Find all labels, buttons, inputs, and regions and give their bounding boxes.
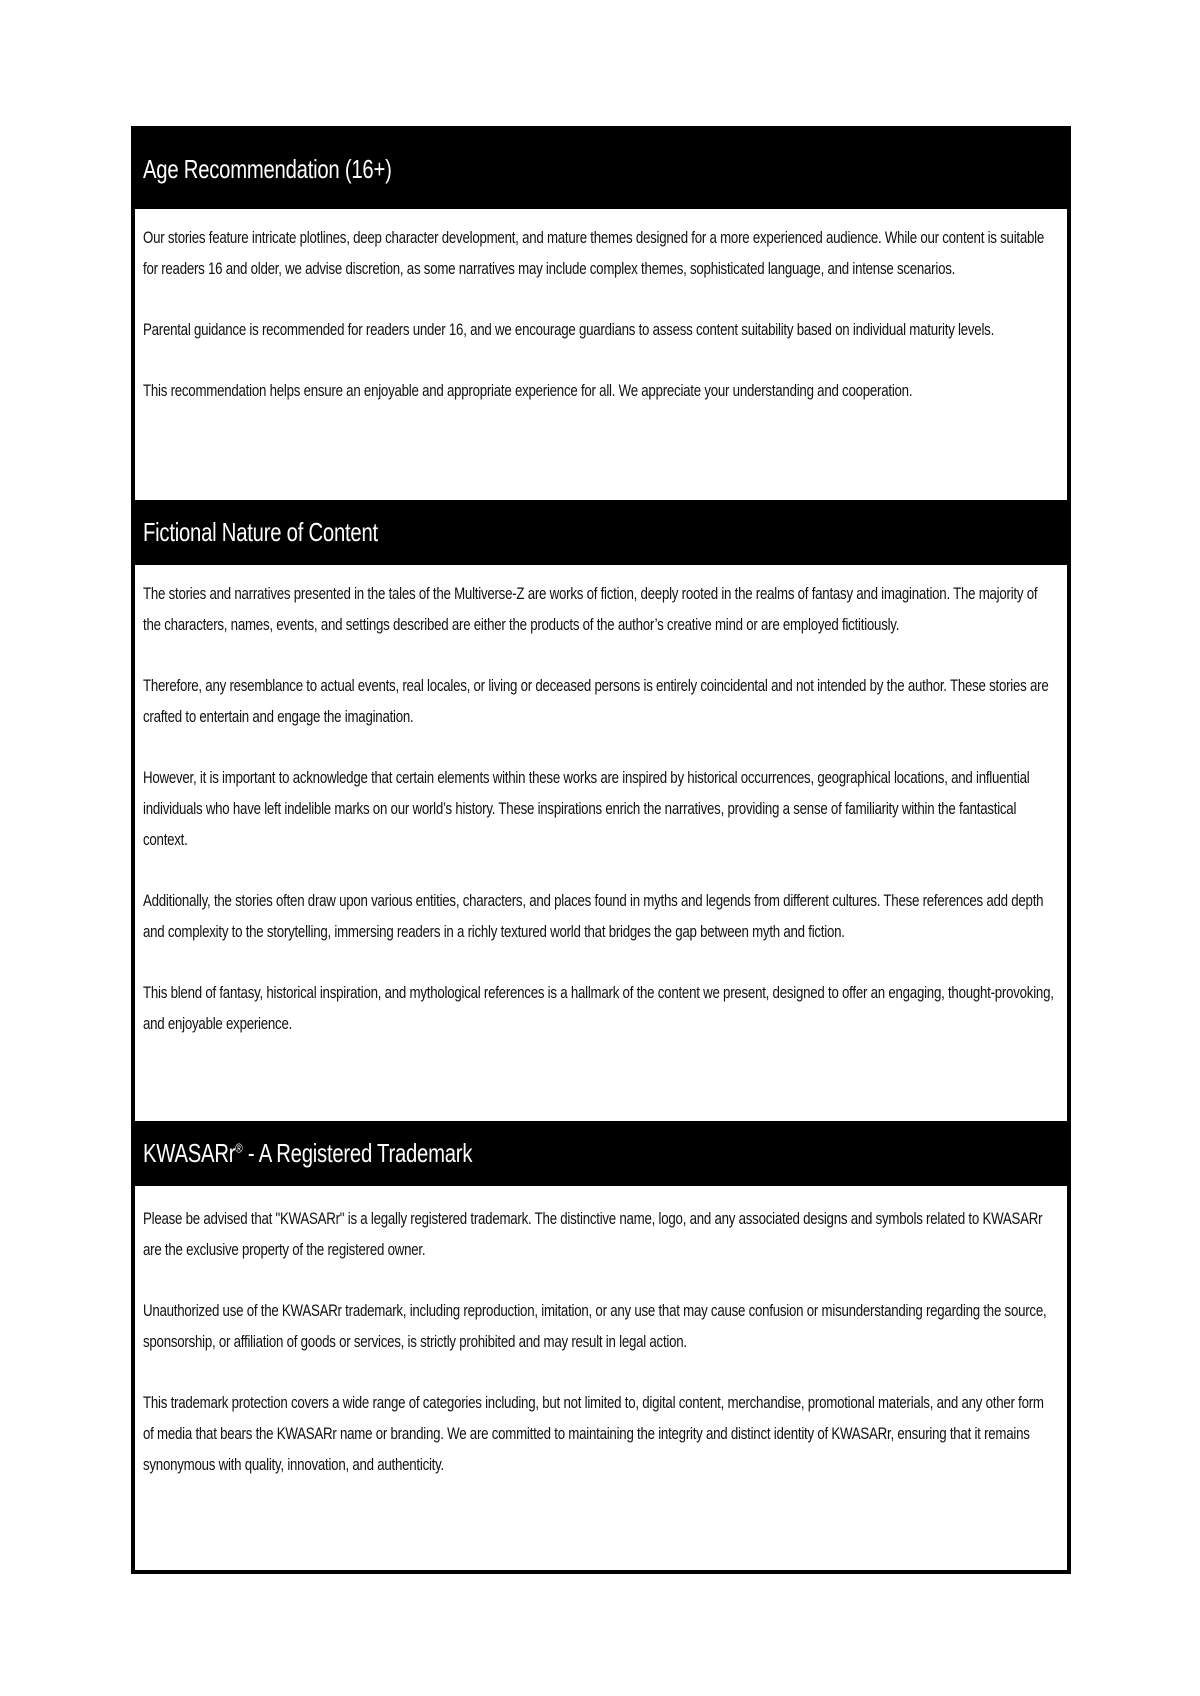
- paragraph: This recommendation helps ensure an enjoyable and appropriate experience for all. We appreciate your understanding and cooperation.: [143, 382, 913, 400]
- paragraph: Please be advised that "KWASARr" is a legally registered trademark. The distinctive name, logo, and any associated designs and symbols related to KWASARr are the exclusive property of the registered owner.: [143, 1210, 1043, 1259]
- section-body-age-recommendation: [135, 209, 1067, 500]
- paragraph: The stories and narratives presented in the tales of the Multiverse-Z are works of fiction, deeply rooted in the realms of fantasy and imagination. The majority of the characters, names, events, and settings described are either the products of the author’s creative mind or are employed fictitiously.: [143, 585, 1038, 634]
- paragraph: Therefore, any resemblance to actual events, real locales, or living or deceased persons is entirely coincidental and not intended by the author. These stories are crafted to entertain and engage the imagination.: [143, 677, 1049, 726]
- paragraph: However, it is important to acknowledge that certain elements within these works are inspired by historical occurrences, geographical locations, and influential individuals who have left indelible marks on our world’s history. These inspirations enrich the narratives, providing a sense of familiarity within the fantastical context.: [143, 769, 1030, 849]
- paragraph: This trademark protection covers a wide range of categories including, but not limited to, digital content, merchandise, promotional materials, and any other form of media that bears the KWASARr name or branding. We are committed to maintaining the integrity and distinct identity of KWASARr, ensuring that it remains synonymous with quality, innovation, and authenticity.: [143, 1394, 1044, 1474]
- section-title: [143, 1138, 472, 1169]
- section-body-fictional-nature: [135, 565, 1067, 1121]
- section-title-suffix: - A Registered Trademark: [242, 1138, 473, 1168]
- paragraph: This blend of fantasy, historical inspiration, and mythological references is a hallmark of the content we present, designed to offer an engaging, thought-provoking, and enjoyable experience.: [143, 984, 1054, 1033]
- paragraph: Additionally, the stories often draw upon various entities, characters, and places found in myths and legends from different cultures. These references add depth and complexity to the storytelling, immersing readers in a richly textured world that bridges the gap between myth and fiction.: [143, 892, 1044, 941]
- document-frame: [131, 126, 1071, 1574]
- section-header-trademark: [135, 1121, 1067, 1186]
- trademark-name: KWASARr: [143, 1138, 236, 1168]
- section-title: Age Recommendation (16+): [143, 154, 392, 184]
- paragraph: Our stories feature intricate plotlines, deep character development, and mature themes designed for a more experienced audience. While our content is suitable for readers 16 and older, we advise discretion, as some narratives may include complex themes, sophisticated language, and intense scenarios.: [143, 229, 1045, 278]
- section-title: Fictional Nature of Content: [143, 517, 378, 547]
- registered-mark: ®: [235, 1140, 243, 1156]
- paragraph: Parental guidance is recommended for readers under 16, and we encourage guardians to assess content suitability based on individual maturity levels.: [143, 321, 995, 339]
- section-header-fictional-nature: [135, 500, 1067, 565]
- section-body-trademark: [135, 1186, 1067, 1491]
- section-header-age-recommendation: [135, 130, 1067, 209]
- paragraph: Unauthorized use of the KWASARr trademark, including reproduction, imitation, or any use that may cause confusion or misunderstanding regarding the source, sponsorship, or affiliation of goods or services, is strictly prohibited and may result in legal action.: [143, 1302, 1047, 1351]
